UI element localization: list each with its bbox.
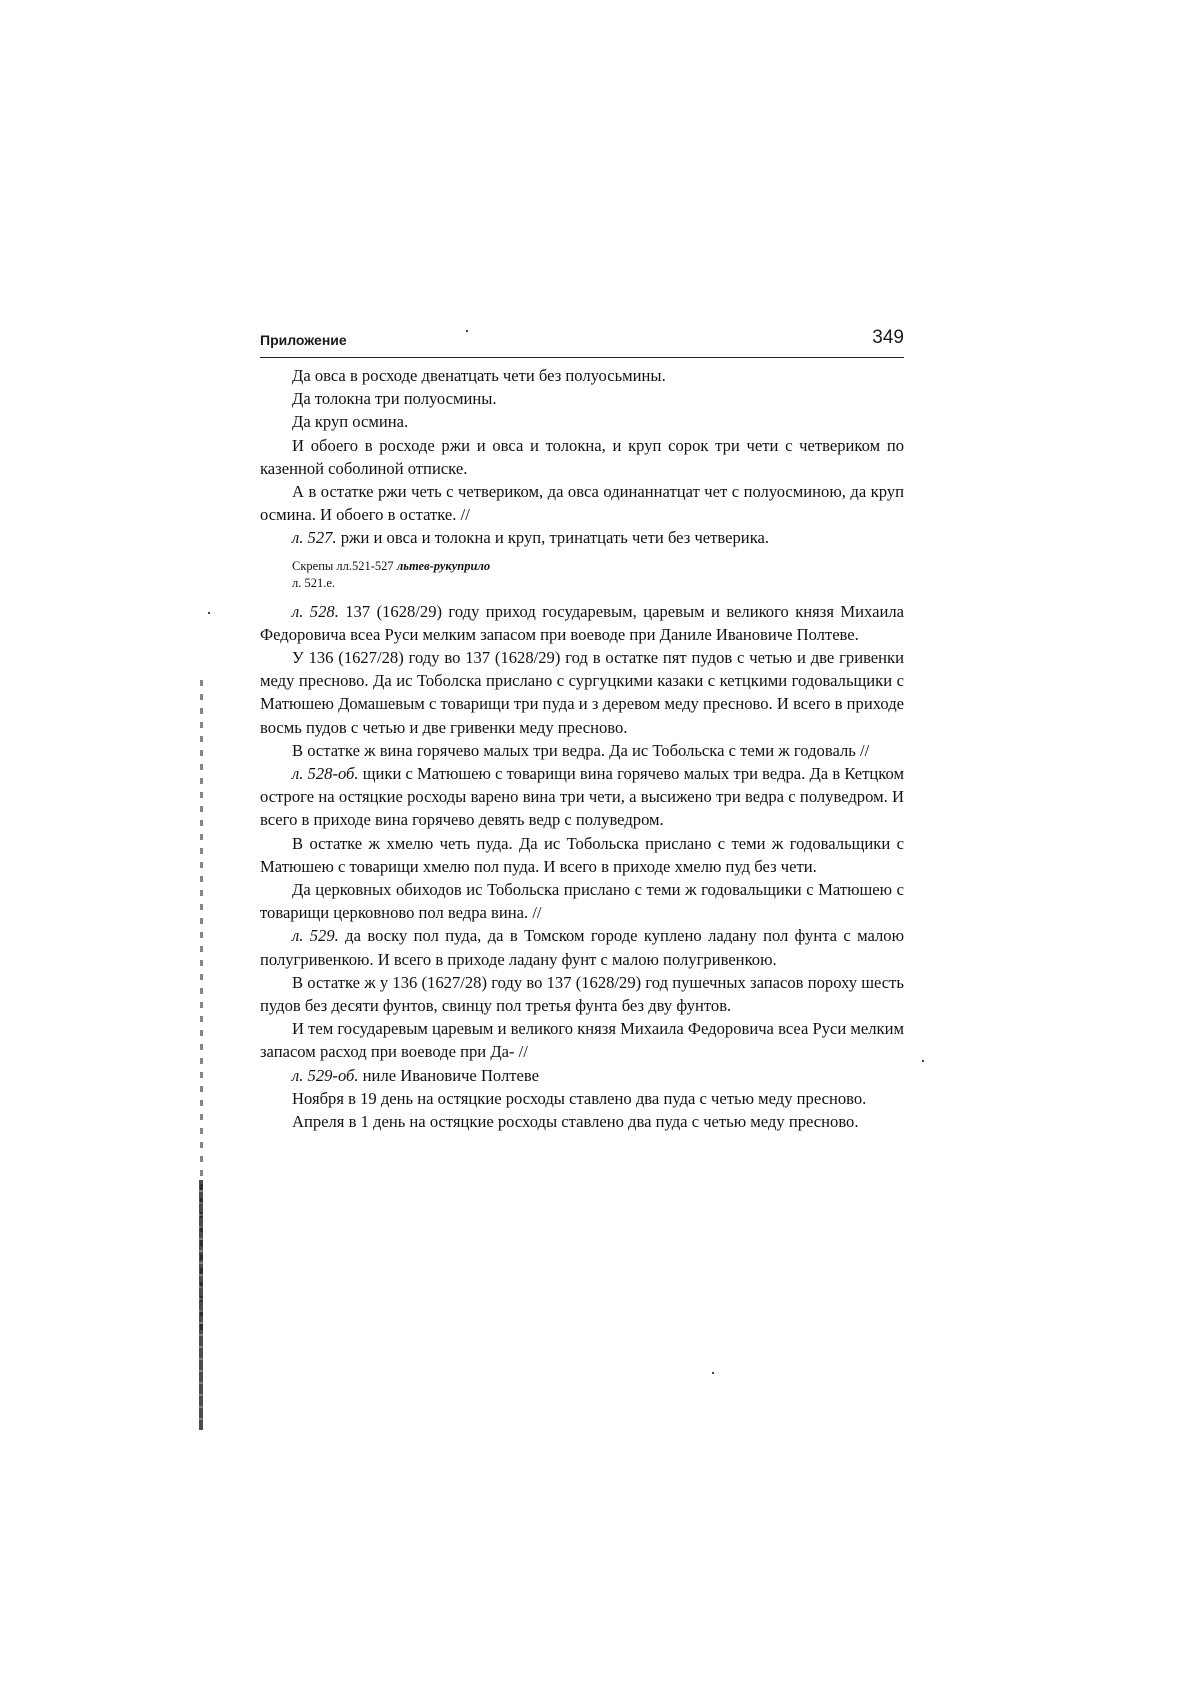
scrape-note	[292, 558, 904, 592]
paragraph	[260, 1064, 904, 1087]
body-text	[260, 364, 904, 1133]
scrape-signature: льтев-рукуприло	[396, 558, 491, 573]
paragraph: Да толокна три полуосмины.	[292, 389, 497, 409]
paragraph: В остатке ж вина горячево малых три ведра. Да ис Тобольска с теми ж годоваль //	[292, 740, 870, 760]
folio-ref: л. 527.	[292, 528, 337, 548]
paragraph-text: щики с Матюшею с товарищи вина горячево малых три ведра. Да в Кетцком остроге на остяцкие росходы варено вина три чети, а высижено три ведра с полуведром. И всего в приходе вина горячево девять ведр с полуведром.	[260, 764, 904, 830]
folio-ref: л. 529-об.	[292, 1065, 359, 1085]
scan-speck	[712, 1372, 714, 1374]
paragraph-text: да воску пол пуда, да в Томском городе куплено ладану пол фунта с малою полугривенкою. И всего в приходе ладану фунт с малою полугривенкою.	[260, 926, 904, 969]
running-header	[260, 327, 904, 358]
paragraph: В остатке ж хмелю четь пуда. Да ис Тобольска прислано с теми ж годовальщики с Матюшею с товарищи хмелю пол пуда. И всего в приходе хмелю пуд без чети.	[260, 833, 904, 876]
paragraph-text: 137 (1628/29) году приход государевым, царевым и великого князя Михаила Федоровича всеа Руси мелким запасом при воеводе при Даниле Ивановиче Полтеве.	[260, 601, 904, 644]
page-number: 349	[872, 327, 904, 348]
paragraph: А в остатке ржи четь с четвериком, да овса одинаннатцат чет с полуосминою, да круп осмина. И обоего в остатке. //	[260, 482, 904, 525]
paragraph-text: ржи и овса и толокна и круп, тринатцать чети без четверика.	[336, 528, 770, 548]
scrape-prefix: Скрепы лл.521-527	[292, 558, 397, 573]
paragraph: Ноября в 19 день на остяцкие росходы ставлено два пуда с четью меду пресново.	[292, 1088, 867, 1108]
scan-speck	[208, 612, 210, 614]
paragraph: Да церковных обиходов ис Тобольска прислано с теми ж годовальщики с Матюшею с товарищи церковново пол ведра вина. //	[260, 880, 904, 923]
paragraph	[260, 762, 904, 832]
scrape-line2: л. 521.е.	[292, 575, 336, 590]
folio-ref: л. 529.	[292, 926, 339, 946]
scan-edge-smudge-dark	[199, 1180, 203, 1430]
paragraph: У 136 (1627/28) году во 137 (1628/29) год в остатке пят пудов с четью и две гривенки меду пресново. Да ис Тоболска прислано с сургуцкими казаки с кетцкими годовальщики с Матюшею Домашевым с товарищи три пуда и з деревом меду пресново. И всего в приходе восмь пудов с четью и две гривенки меду пресново.	[260, 648, 904, 737]
paragraph	[260, 924, 904, 970]
paragraph: И тем государевым царевым и великого князя Михаила Федоровича всеа Руси мелким запасом расход при воеводе при Да- //	[260, 1019, 904, 1062]
paragraph-text: ниле Ивановиче Полтеве	[358, 1065, 540, 1085]
scan-speck	[922, 1060, 924, 1062]
paragraph: И обоего в росходе ржи и овса и толокна, и круп сорок три чети с четвериком по казенной соболиной отписке.	[260, 435, 904, 478]
paragraph	[260, 600, 904, 646]
paragraph: Да круп осмина.	[292, 412, 409, 432]
paragraph: В остатке ж у 136 (1627/28) году во 137 (1628/29) год пушечных запасов пороху шесть пудов без десяти фунтов, свинцу пол третья фунта без дву фунтов.	[260, 972, 904, 1016]
paragraph	[260, 526, 904, 549]
paragraph: Да овса в росходе двенатцать чети без полуосьмины.	[292, 366, 666, 385]
folio-ref: л. 528-об.	[292, 764, 359, 784]
section-title: Приложение	[260, 332, 347, 348]
document-page	[260, 327, 904, 1133]
paragraph: Апреля в 1 день на остяцкие росходы ставлено два пуда с четью меду пресново.	[292, 1112, 859, 1132]
folio-ref: л. 528.	[292, 601, 339, 621]
